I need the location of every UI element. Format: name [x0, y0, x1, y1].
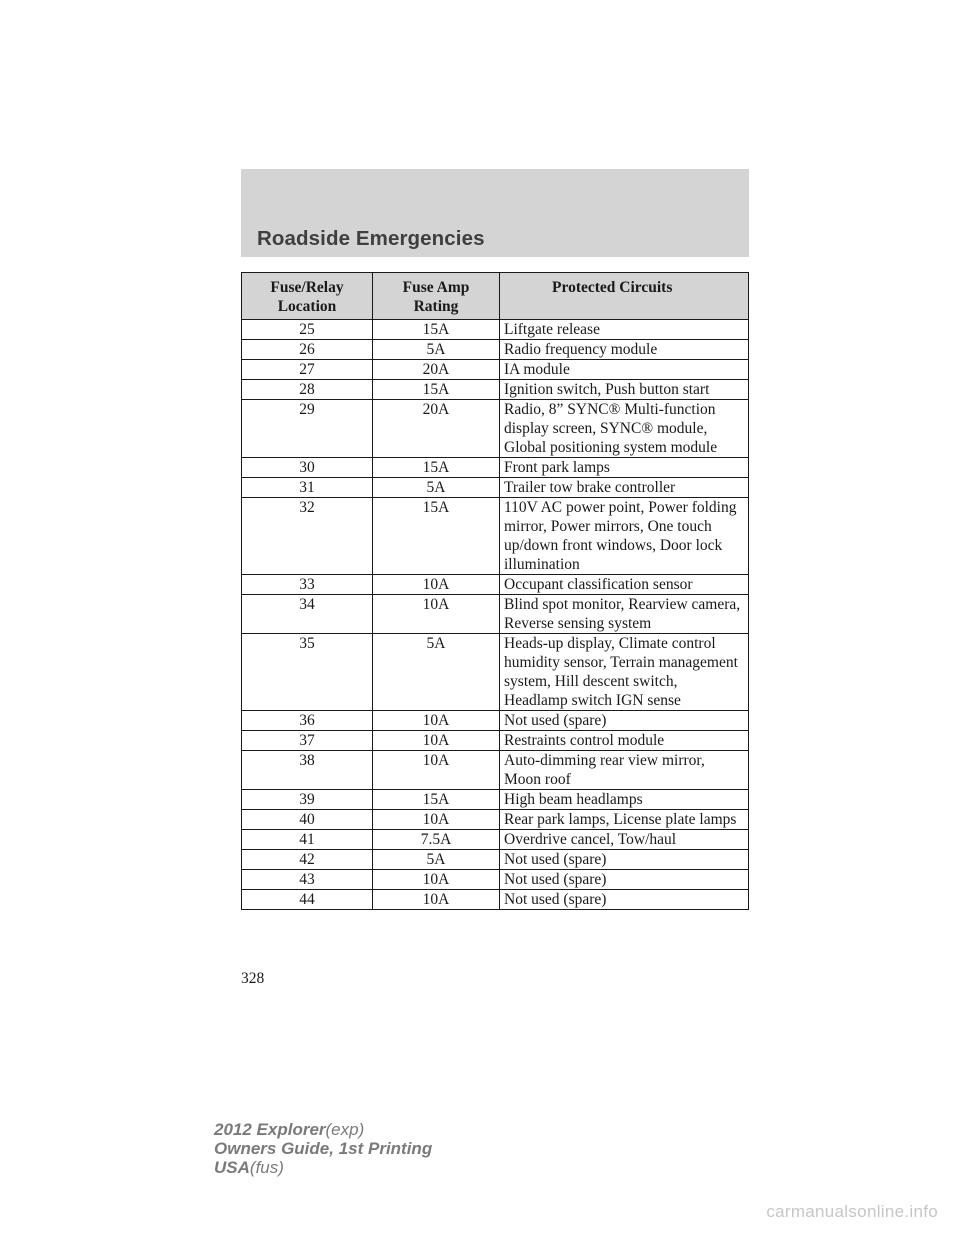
fuse-location-cell: 38	[242, 751, 373, 790]
table-row	[242, 731, 749, 751]
fuse-location-cell: 25	[242, 320, 373, 340]
fuse-amp-cell: 10A	[373, 810, 500, 830]
fuse-amp-cell: 15A	[373, 380, 500, 400]
footer-guide: Owners Guide, 1st Printing	[214, 1139, 433, 1158]
fuse-table	[241, 272, 749, 910]
protected-circuits-cell: Front park lamps	[500, 458, 749, 478]
table-row	[242, 458, 749, 478]
fuse-amp-cell: 7.5A	[373, 830, 500, 850]
fuse-amp-cell: 10A	[373, 575, 500, 595]
table-row	[242, 850, 749, 870]
column-header-location: Fuse/Relay Location	[242, 273, 373, 320]
table-row	[242, 595, 749, 634]
table-header-row	[242, 273, 749, 320]
table-row	[242, 810, 749, 830]
footer-line-3	[214, 1158, 432, 1177]
fuse-amp-cell: 5A	[373, 478, 500, 498]
protected-circuits-cell: Radio, 8” SYNC® Multi-function display screen, SYNC® module, Global positioning system module	[500, 400, 749, 458]
protected-circuits-cell: Auto-dimming rear view mirror, Moon roof	[500, 751, 749, 790]
fuse-amp-cell: 10A	[373, 711, 500, 731]
table-row	[242, 360, 749, 380]
table-row	[242, 498, 749, 575]
fuse-amp-cell: 5A	[373, 634, 500, 711]
footer-market-code: (fus)	[249, 1158, 284, 1177]
table-row	[242, 711, 749, 731]
fuse-location-cell: 33	[242, 575, 373, 595]
fuse-location-cell: 29	[242, 400, 373, 458]
footer-line-1	[214, 1120, 432, 1139]
print-footer	[214, 1120, 432, 1177]
fuse-amp-cell: 10A	[373, 870, 500, 890]
fuse-location-cell: 42	[242, 850, 373, 870]
table-row	[242, 400, 749, 458]
protected-circuits-cell: Not used (spare)	[500, 850, 749, 870]
table-row	[242, 380, 749, 400]
protected-circuits-cell: Not used (spare)	[500, 870, 749, 890]
protected-circuits-cell: 110V AC power point, Power folding mirror, Power mirrors, One touch up/down front windows, Door lock illumination	[500, 498, 749, 575]
footer-model: 2012 Explorer	[214, 1120, 326, 1139]
protected-circuits-cell: Radio frequency module	[500, 340, 749, 360]
footer-model-code: (exp)	[325, 1120, 365, 1139]
fuse-location-cell: 30	[242, 458, 373, 478]
fuse-location-cell: 31	[242, 478, 373, 498]
fuse-location-cell: 44	[242, 890, 373, 910]
protected-circuits-cell: Not used (spare)	[500, 890, 749, 910]
fuse-amp-cell: 5A	[373, 850, 500, 870]
protected-circuits-cell: Heads-up display, Climate control humidity sensor, Terrain management system, Hill descent switch, Headlamp switch IGN sense	[500, 634, 749, 711]
table-row	[242, 751, 749, 790]
fuse-amp-cell: 15A	[373, 498, 500, 575]
protected-circuits-cell: Blind spot monitor, Rearview camera, Reverse sensing system	[500, 595, 749, 634]
fuse-amp-cell: 15A	[373, 458, 500, 478]
section-title: Roadside Emergencies	[257, 227, 485, 250]
protected-circuits-cell: Liftgate release	[500, 320, 749, 340]
fuse-location-cell: 34	[242, 595, 373, 634]
fuse-amp-cell: 20A	[373, 360, 500, 380]
protected-circuits-cell: High beam headlamps	[500, 790, 749, 810]
table-row	[242, 830, 749, 850]
fuse-table-body	[242, 320, 749, 910]
table-row	[242, 478, 749, 498]
protected-circuits-cell: Rear park lamps, License plate lamps	[500, 810, 749, 830]
fuse-location-cell: 27	[242, 360, 373, 380]
table-row	[242, 790, 749, 810]
table-row	[242, 340, 749, 360]
protected-circuits-cell: Occupant classification sensor	[500, 575, 749, 595]
protected-circuits-cell: Overdrive cancel, Tow/haul	[500, 830, 749, 850]
footer-line-2	[214, 1139, 432, 1158]
protected-circuits-cell: Trailer tow brake controller	[500, 478, 749, 498]
fuse-location-cell: 41	[242, 830, 373, 850]
fuse-location-cell: 28	[242, 380, 373, 400]
section-header-band	[241, 169, 749, 257]
fuse-amp-cell: 15A	[373, 790, 500, 810]
protected-circuits-cell: IA module	[500, 360, 749, 380]
protected-circuits-cell: Restraints control module	[500, 731, 749, 751]
table-row	[242, 890, 749, 910]
fuse-amp-cell: 10A	[373, 731, 500, 751]
fuse-location-cell: 43	[242, 870, 373, 890]
fuse-location-cell: 26	[242, 340, 373, 360]
protected-circuits-cell: Not used (spare)	[500, 711, 749, 731]
column-header-protected-circuits: Protected Circuits	[500, 273, 749, 320]
column-header-amp-rating: Fuse Amp Rating	[373, 273, 500, 320]
table-row	[242, 575, 749, 595]
fuse-amp-cell: 10A	[373, 890, 500, 910]
fuse-amp-cell: 10A	[373, 595, 500, 634]
table-row	[242, 634, 749, 711]
fuse-location-cell: 36	[242, 711, 373, 731]
table-row	[242, 870, 749, 890]
watermark: carmanualsonline.info	[766, 1202, 938, 1221]
page-number: 328	[241, 970, 265, 987]
fuse-location-cell: 40	[242, 810, 373, 830]
fuse-amp-cell: 20A	[373, 400, 500, 458]
table-row	[242, 320, 749, 340]
protected-circuits-cell: Ignition switch, Push button start	[500, 380, 749, 400]
fuse-amp-cell: 10A	[373, 751, 500, 790]
fuse-amp-cell: 15A	[373, 320, 500, 340]
fuse-location-cell: 35	[242, 634, 373, 711]
fuse-location-cell: 37	[242, 731, 373, 751]
fuse-location-cell: 39	[242, 790, 373, 810]
fuse-amp-cell: 5A	[373, 340, 500, 360]
footer-market: USA	[214, 1158, 250, 1177]
fuse-location-cell: 32	[242, 498, 373, 575]
